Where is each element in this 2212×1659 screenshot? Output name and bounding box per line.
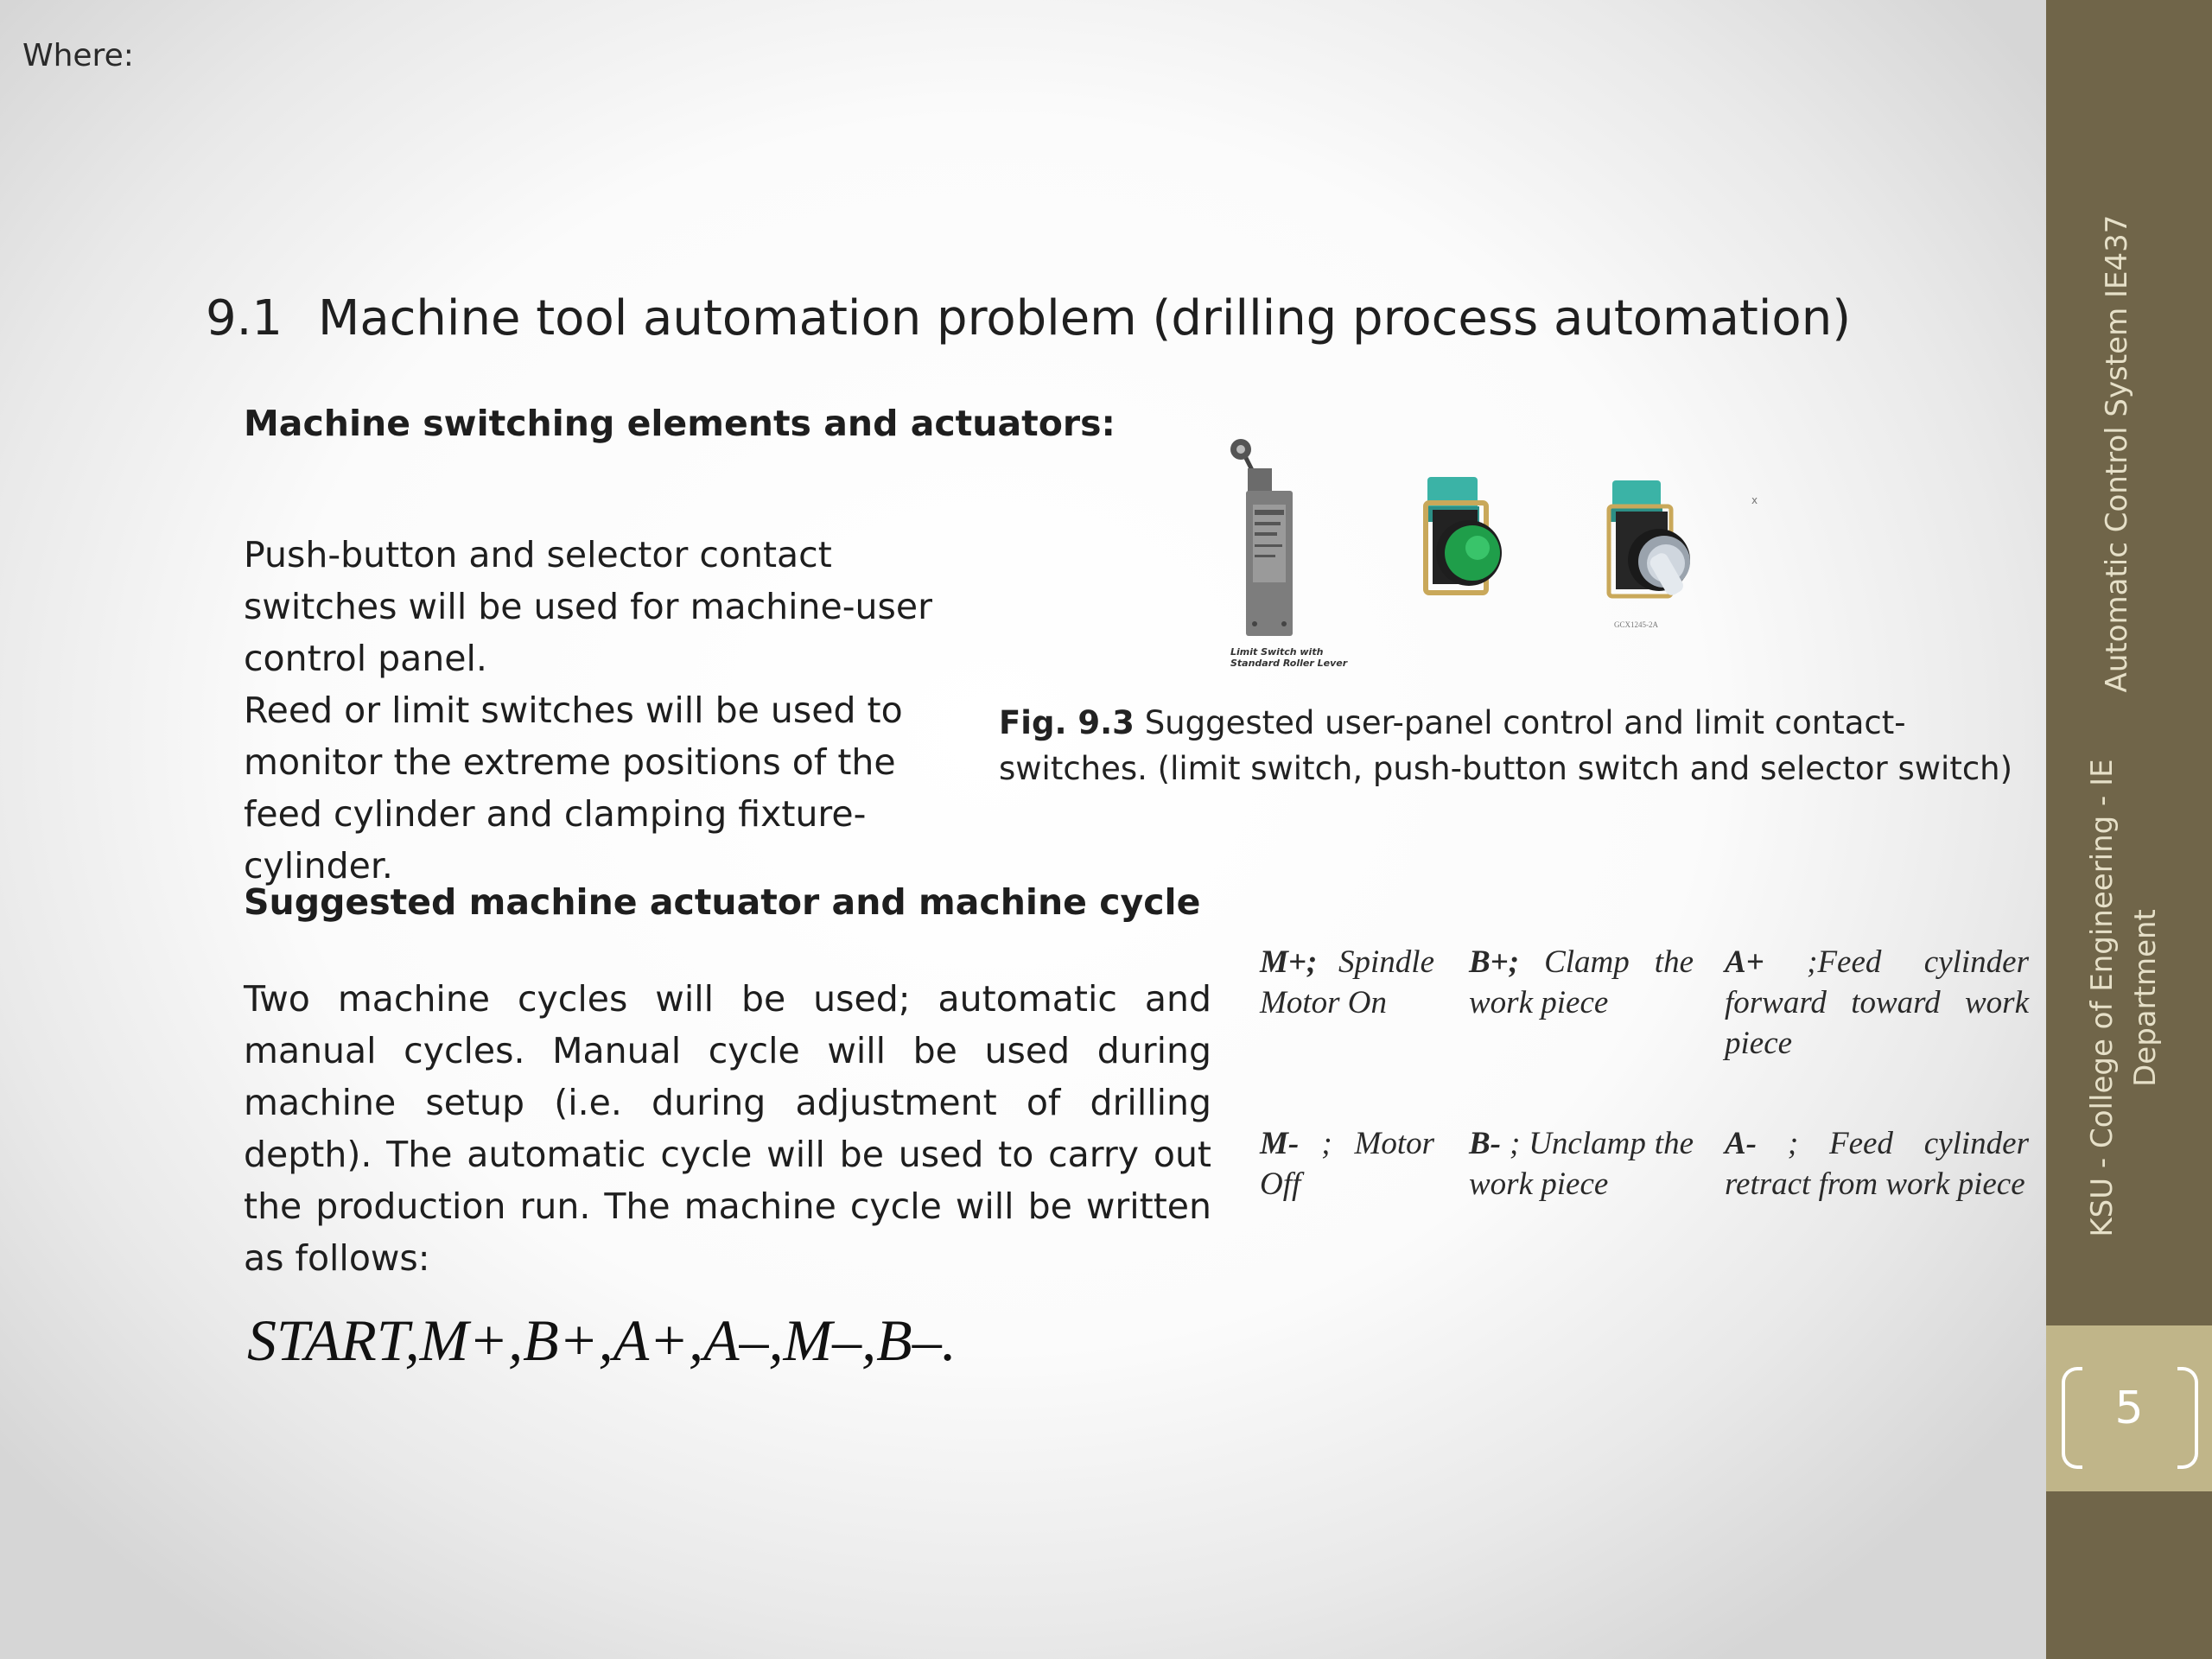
cycle-heading: Suggested machine actuator and machine cycle [244,881,1201,923]
college-name [2081,759,2167,1236]
actuator-text: ;Feed cylinder forward toward work piece [1725,944,2029,1061]
college-line: Department [2128,909,2163,1087]
page-number: 5 [2114,1382,2144,1434]
section-number: 9.1 [206,290,283,346]
section-title [206,290,1851,346]
college-line: KSU - College of Engineering - IE [2085,759,2120,1237]
switching-line: feed cylinder and clamping fixture- [244,793,867,835]
switching-line: Push-button and selector contact [244,534,832,575]
switching-line: control panel. [244,638,487,679]
figure-label: Fig. 9.3 [999,704,1135,741]
photo-label-line: Standard Roller Lever [1230,658,1348,669]
actuator-code: M- [1260,1126,1300,1161]
actuator-code: A+ [1725,944,1764,980]
actuator-cell [1725,942,2029,1064]
actuator-code: B- [1469,1126,1501,1161]
actuator-text: Clamp the work piece [1469,944,1694,1020]
course-title: Automatic Control System IE437 [2100,214,2134,693]
actuator-code: M+; [1260,944,1318,980]
actuator-cell [1469,1123,1694,1205]
actuator-cell [1260,942,1434,1023]
actuator-text: ; Feed cylinder retract from work piece [1725,1126,2029,1202]
actuator-cell [1469,942,1694,1023]
photo-label-line: Limit Switch with [1230,646,1324,658]
photo-mark: x [1751,494,1758,506]
switching-line: monitor the extreme positions of the [244,741,896,783]
section-title-text: Machine tool automation problem (drilling process automation) [318,290,1852,346]
figure-caption [999,700,2046,791]
push-button-image [1424,477,1502,593]
machine-cycle-formula: START,M+,B+,A+,A–,M–,B–. [247,1307,957,1373]
actuator-text: ; Unclamp the work piece [1469,1126,1694,1202]
actuator-code: B+; [1469,944,1520,980]
actuator-cell [1260,1123,1434,1205]
cycle-paragraph: Two machine cycles will be used; automatic and manual cycles. Manual cycle will be used during machine setup (i.e. during adjustment of drilling depth). The automatic cycle will be used to carry out the production run. The machine cycle will be written as follows: [244,978,1211,1279]
actuator-cell [1725,1123,2029,1205]
figure-caption-text: Suggested user-panel control and limit contact-switches. (limit switch, push-button switch and selector switch) [999,704,2013,787]
switching-line: cylinder. [244,845,393,887]
actuator-text: ; Motor Off [1260,1126,1434,1202]
switch-photos [1210,423,1780,683]
limit-switch-image-label [1230,646,1347,669]
switching-paragraph [244,529,952,892]
actuator-code: A- [1725,1126,1757,1161]
switching-line: switches will be used for machine-user [244,586,932,627]
selector-switch-image-label: GCX1245-2A [1614,620,1658,629]
switching-line: Reed or limit switches will be used to [244,690,903,731]
actuator-text: Spindle Motor On [1260,944,1434,1020]
limit-switch-image [1230,439,1293,636]
selector-switch-image [1609,480,1690,598]
switching-heading: Machine switching elements and actuators: [244,403,1116,444]
where-label: Where: [22,38,134,73]
